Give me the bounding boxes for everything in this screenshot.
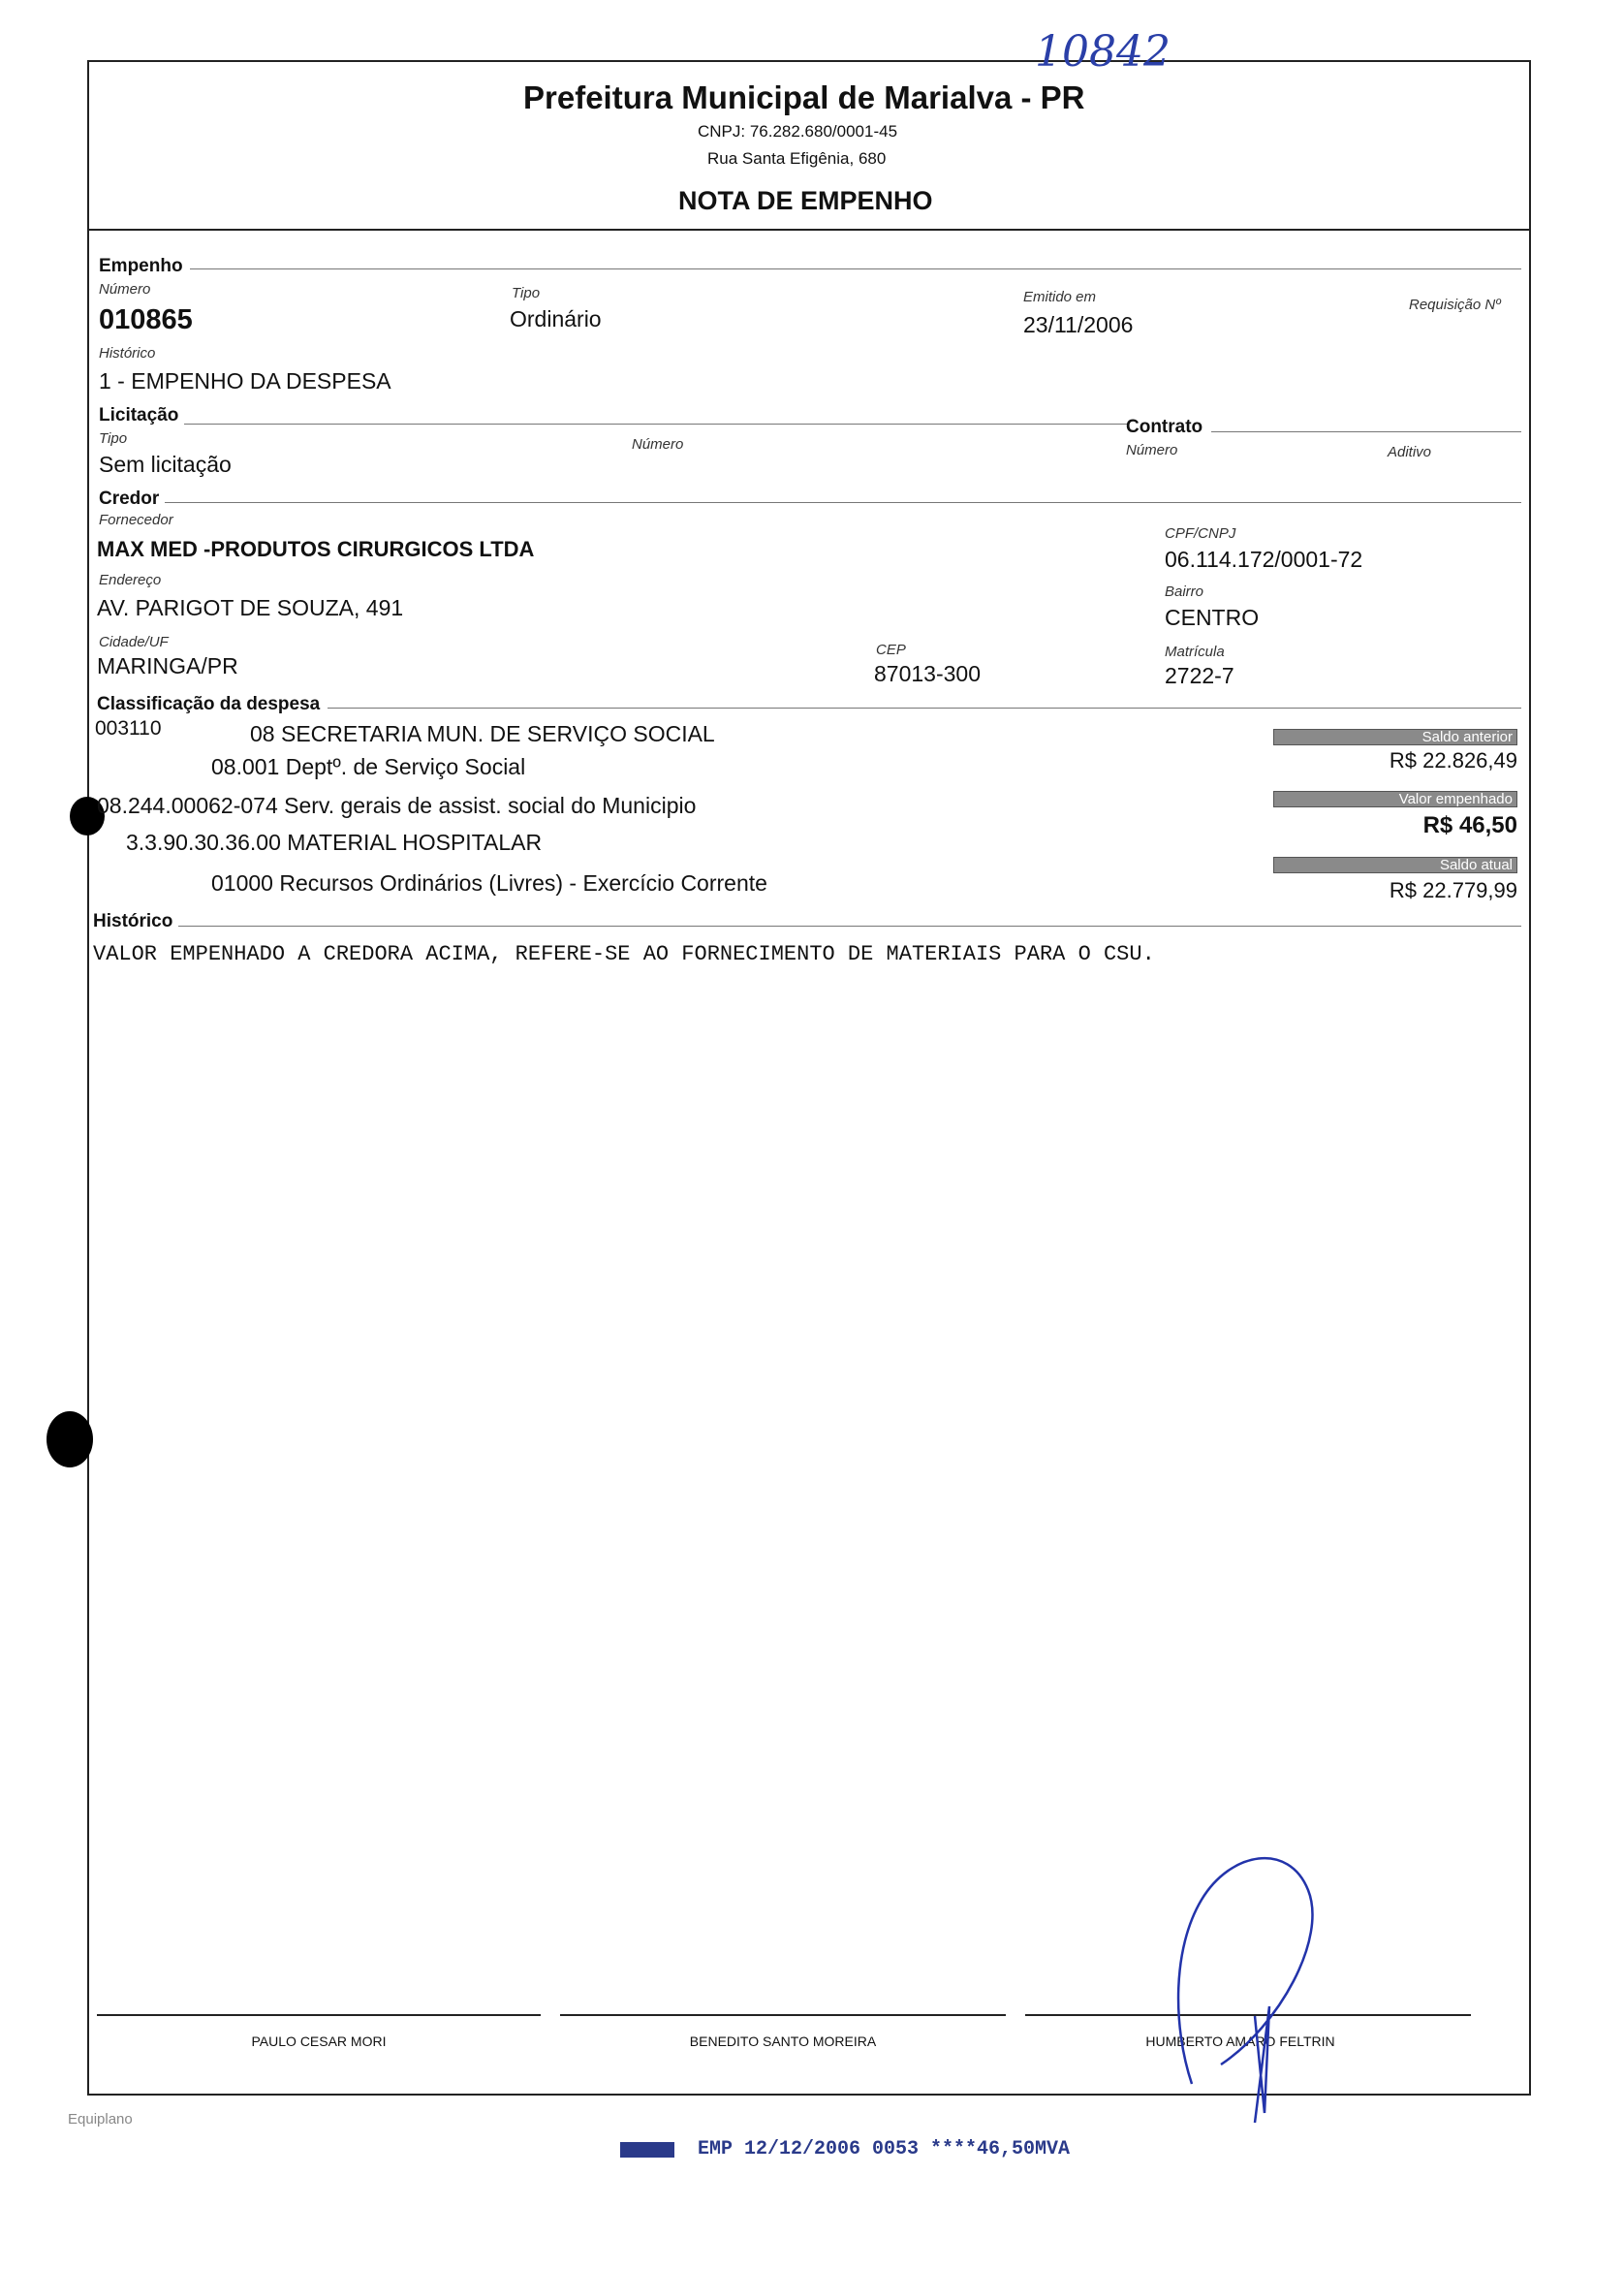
divider — [1211, 431, 1521, 432]
page-title: Prefeitura Municipal de Marialva - PR — [523, 79, 1085, 115]
footer-logo — [620, 2142, 674, 2158]
saldo-anterior: R$ 22.826,49 — [1389, 748, 1517, 772]
cep-label: CEP — [876, 642, 906, 658]
bairro-value: CENTRO — [1165, 605, 1260, 630]
endereco-label: Endereço — [99, 572, 162, 588]
software-label: Equiplano — [68, 2111, 133, 2128]
signature-line — [97, 2014, 541, 2016]
bairro-label: Bairro — [1165, 583, 1204, 600]
section-historico: Histórico — [93, 911, 173, 931]
cpf-value: 06.114.172/0001-72 — [1165, 547, 1363, 572]
saldo-atual: R$ 22.779,99 — [1389, 878, 1517, 902]
requisicao-label: Requisição Nº — [1409, 297, 1501, 313]
matricula-label: Matrícula — [1165, 644, 1225, 660]
divider — [184, 424, 1128, 425]
signature-name: PAULO CESAR MORI — [251, 2034, 387, 2049]
section-classificacao: Classificação da despesa — [97, 694, 321, 714]
cidade-value: MARINGA/PR — [97, 653, 238, 678]
document-title: NOTA DE EMPENHO — [678, 186, 933, 215]
matricula-value: 2722-7 — [1165, 663, 1234, 688]
valor-empenhado: R$ 46,50 — [1422, 812, 1517, 838]
handwritten-number: 10842 — [1035, 27, 1171, 77]
licitacao-tipo-label: Tipo — [99, 430, 128, 447]
tipo-label: Tipo — [512, 285, 541, 301]
contrato-numero-label: Número — [1126, 442, 1178, 458]
historico-label: Histórico — [99, 345, 156, 362]
section-credor: Credor — [99, 489, 160, 509]
cep-value: 87013-300 — [874, 661, 981, 686]
licitacao-numero-label: Número — [632, 436, 684, 453]
fornecedor-label: Fornecedor — [99, 512, 173, 528]
classificacao-code: 003110 — [95, 717, 162, 740]
header-address: Rua Santa Efigênia, 680 — [707, 149, 887, 168]
signature-name: BENEDITO SANTO MOREIRA — [689, 2034, 877, 2049]
footer-stamp: EMP 12/12/2006 0053 ****46,50MVA — [698, 2138, 1071, 2160]
classificacao-line: 01000 Recursos Ordinários (Livres) - Exercício Corrente — [211, 870, 767, 896]
contrato-aditivo-label: Aditivo — [1388, 444, 1432, 460]
classificacao-line: 3.3.90.30.36.00 MATERIAL HOSPITALAR — [126, 830, 543, 855]
fornecedor-name: MAX MED -PRODUTOS CIRURGICOS LTDA — [97, 537, 535, 561]
section-empenho: Empenho — [99, 256, 183, 276]
empenho-historico: 1 - EMPENHO DA DESPESA — [99, 368, 391, 394]
header-cnpj: CNPJ: 76.282.680/0001-45 — [698, 122, 898, 141]
classificacao-line: 08.244.00062-074 Serv. gerais de assist. social do Municipio — [97, 793, 697, 818]
cpf-label: CPF/CNPJ — [1165, 525, 1236, 542]
section-licitacao: Licitação — [99, 405, 179, 426]
saldo-atual-bar: Saldo atual — [1273, 857, 1517, 873]
empenho-numero: 010865 — [99, 304, 193, 335]
document-frame — [87, 60, 1531, 2096]
historico-text: VALOR EMPENHADO A CREDORA ACIMA, REFERE-SE AO FORNECIMENTO DE MATERIAIS PARA O CSU. — [93, 942, 1155, 966]
cidade-label: Cidade/UF — [99, 634, 169, 650]
valor-empenhado-bar: Valor empenhado — [1273, 791, 1517, 807]
numero-label: Número — [99, 281, 151, 298]
classificacao-line: 08.001 Deptº. de Serviço Social — [211, 754, 526, 779]
classificacao-line: 08 SECRETARIA MUN. DE SERVIÇO SOCIAL — [250, 721, 715, 746]
divider — [178, 926, 1521, 927]
divider — [190, 268, 1521, 269]
saldo-anterior-bar: Saldo anterior — [1273, 729, 1517, 745]
handwritten-signature — [1163, 1832, 1357, 2132]
emitido-label: Emitido em — [1023, 289, 1097, 305]
signature-name: HUMBERTO AMARO FELTRIN — [1145, 2034, 1335, 2049]
emitido-date: 23/11/2006 — [1023, 312, 1134, 337]
licitacao-tipo: Sem licitação — [99, 452, 232, 477]
divider — [328, 708, 1521, 709]
divider — [165, 502, 1521, 503]
header-divider — [87, 229, 1531, 231]
empenho-tipo: Ordinário — [510, 306, 602, 331]
punch-hole — [47, 1411, 93, 1467]
endereco-value: AV. PARIGOT DE SOUZA, 491 — [97, 595, 404, 620]
section-contrato: Contrato — [1126, 417, 1203, 437]
signature-line — [560, 2014, 1006, 2016]
